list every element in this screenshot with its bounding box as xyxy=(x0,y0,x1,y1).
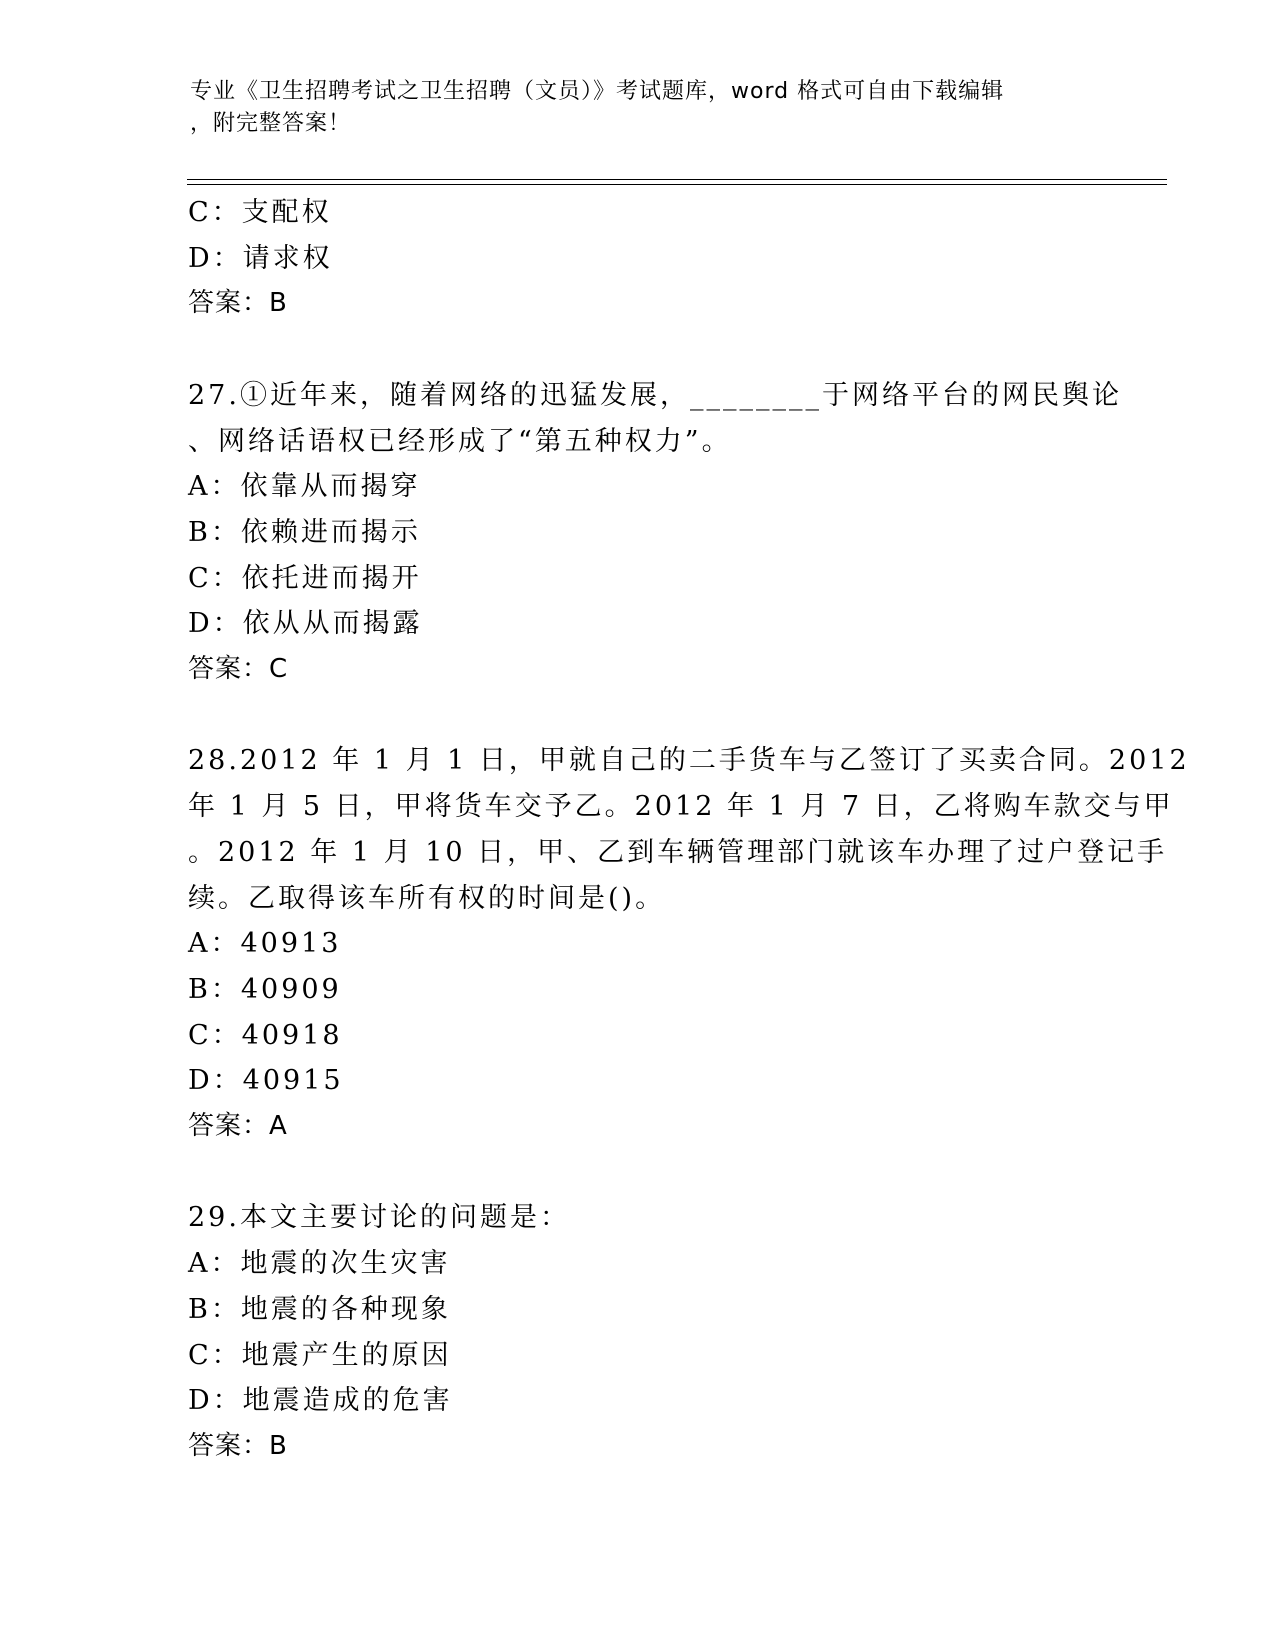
option: B：地震的各种现象 xyxy=(188,1293,451,1325)
page-header xyxy=(190,76,1090,140)
answer: 答案：C xyxy=(188,654,289,685)
stem-line: 。2012 年 1 月 10 日，甲、乙到车辆管理部门就该车办理了过户登记手 xyxy=(188,836,1168,868)
option: C：支配权 xyxy=(188,197,332,228)
stem-line: 、网络话语权已经形成了“第五种权力”。 xyxy=(188,425,732,457)
question-27 xyxy=(188,373,1122,693)
answer: 答案：B xyxy=(188,288,288,319)
question-stem xyxy=(188,738,1190,921)
answer: 答案：A xyxy=(188,1111,288,1142)
option: B：40909 xyxy=(188,973,342,1005)
option: A：依靠从而揭穿 xyxy=(188,471,421,503)
option: A：地震的次生灾害 xyxy=(188,1248,451,1280)
question-28 xyxy=(188,738,1190,1149)
header-line: 专业《卫生招聘考试之卫生招聘（文员）》考试题库，word 格式可自由下载编辑 xyxy=(190,79,1005,104)
option: C：40918 xyxy=(188,1019,343,1051)
stem-line: 续。乙取得该车所有权的时间是()。 xyxy=(188,882,666,914)
question-stem xyxy=(188,373,1122,464)
question-list xyxy=(188,190,1190,1470)
stem-line: 28.2012 年 1 月 1 日，甲就自己的二手货车与乙签订了买卖合同。2012 xyxy=(188,745,1190,777)
option: D：40915 xyxy=(188,1065,344,1097)
option: C：依托进而揭开 xyxy=(188,562,422,594)
stem-line: 29.本文主要讨论的问题是： xyxy=(188,1202,570,1234)
option: C：地震产生的原因 xyxy=(188,1339,452,1371)
option: D：请求权 xyxy=(188,242,333,274)
header-rule xyxy=(187,179,1167,180)
header-line: ，附完整答案！ xyxy=(190,111,352,136)
option: B：依赖进而揭示 xyxy=(188,516,421,548)
option: A：40913 xyxy=(188,928,342,960)
question-29 xyxy=(188,1195,1088,1469)
option: D：地震造成的危害 xyxy=(188,1385,453,1417)
stem-line: 27.①近年来，随着网络的迅猛发展，________于网络平台的网民舆论 xyxy=(188,379,1122,411)
question-stem xyxy=(188,1195,1088,1241)
stem-line: 年 1 月 5 日，甲将货车交予乙。2012 年 1 月 7 日，乙将购车款交与甲 xyxy=(188,791,1174,823)
question-partial xyxy=(188,190,1088,327)
answer: 答案：B xyxy=(188,1430,288,1461)
header-rule xyxy=(187,184,1167,185)
option: D：依从从而揭露 xyxy=(188,608,423,640)
